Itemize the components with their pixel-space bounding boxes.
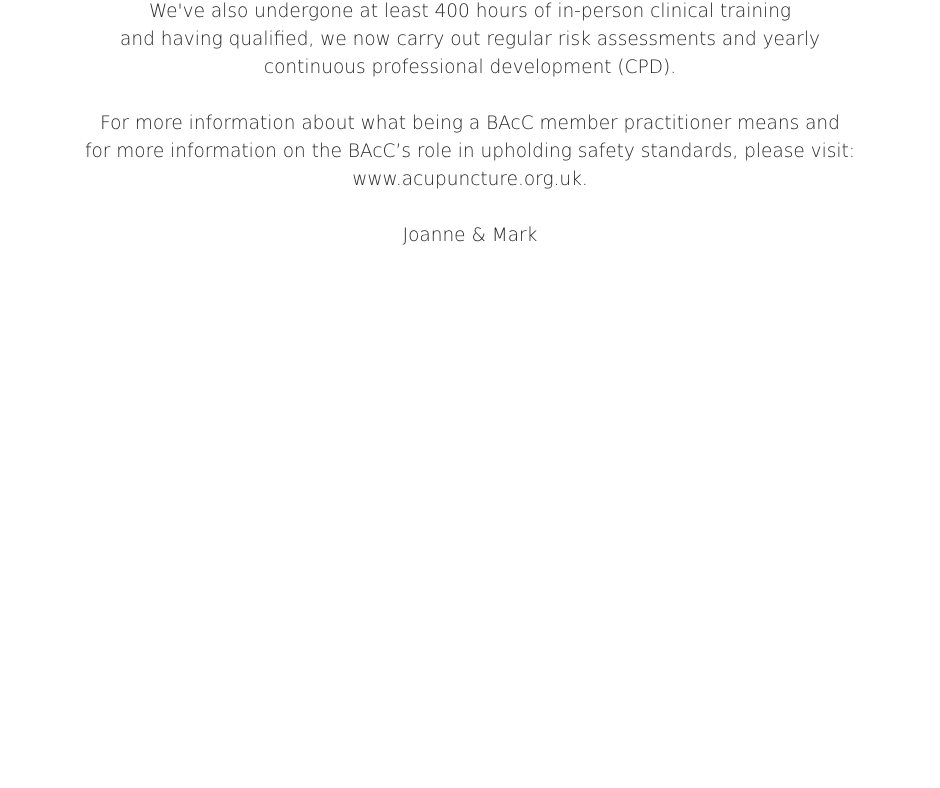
acupuncture-website-link[interactable]: www.acupuncture.org.uk [352,169,582,190]
training-line: We've also undergone at least 400 hours of in-person clinical training [148,1,792,22]
info-line: For more information about what being a BAcC member practitioner means and [100,113,840,134]
training-paragraph [0,0,940,82]
info-line: for more information on the BAcC’s role in upholding safety standards, please visit: [84,141,856,162]
info-paragraph [0,110,940,194]
training-line: continuous professional development (CPD). [263,57,677,78]
signoff-text: Joanne & Mark [402,225,538,246]
signoff [0,222,940,250]
link-suffix: . [581,169,588,190]
website-line [0,166,940,194]
training-line: and having qualified, we now carry out regular risk assessments and yearly [120,29,820,50]
page-content [0,0,940,250]
